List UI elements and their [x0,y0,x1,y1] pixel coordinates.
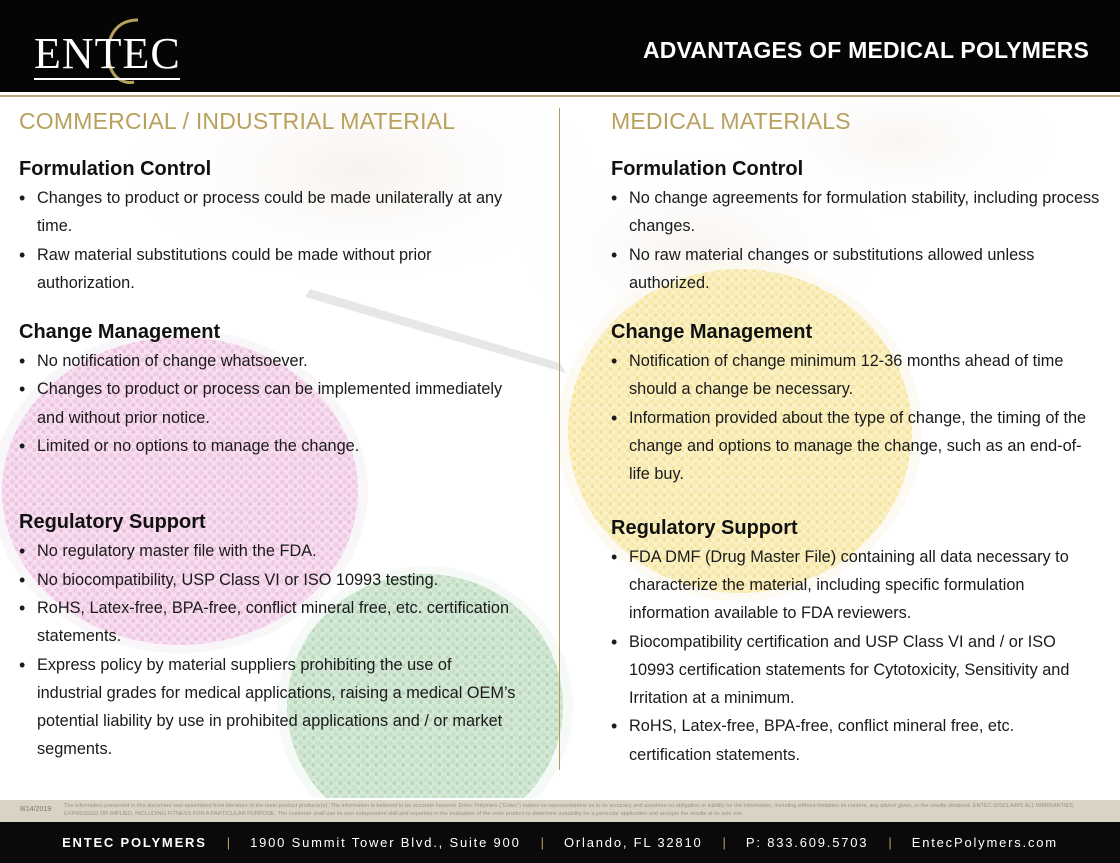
list-item: • Notification of change minimum 12-36 months ahead of time should a change be necessary. [611,347,1101,404]
footer-website-link[interactable]: EntecPolymers.com [911,835,1058,850]
left-regulatory-title: Regulatory Support [19,511,206,534]
footer-address: 1900 Summit Tower Blvd., Suite 900 [250,835,521,850]
footer-company: ENTEC POLYMERS [62,835,207,850]
footer-separator: | [722,835,726,850]
list-item: • No regulatory master file with the FDA. [19,537,519,565]
right-regulatory-title: Regulatory Support [611,516,798,539]
disclaimer-bar [0,800,1120,822]
entec-logo[interactable] [26,14,196,84]
page-footer [0,822,1120,863]
disclaimer-date: 8/14/2019 [20,806,52,813]
column-divider [559,108,560,770]
footer-separator: | [540,835,544,850]
right-formulation-list [611,184,1101,297]
list-item: • No raw material changes or substitutions allowed unless authorized. [611,241,1101,298]
left-change-title: Change Management [19,321,221,344]
right-change-list [611,347,1101,488]
right-column-heading: MEDICAL MATERIALS [611,108,851,134]
list-item: • FDA DMF (Drug Master File) containing all data necessary to characterize the material, including specific formulation information available to FDA reviewers. [611,543,1101,628]
footer-separator: | [888,835,892,850]
list-item: • Information provided about the type of change, the timing of the change and options to manage the change, such as an end-of-life buy. [611,404,1101,489]
footer-separator: | [226,835,231,850]
right-column [611,106,1101,769]
document-title: ADVANTAGES OF MEDICAL POLYMERS [642,37,1089,63]
left-column [19,106,519,764]
left-regulatory-list [19,537,519,763]
list-item: • No biocompatibility, USP Class VI or ISO 10993 testing. [19,566,519,594]
disclaimer-text: The information presented in this document was assembled from literature of the resin product producer(s). The information is believed to be accurate however Entec Polymers (“Entec”) makes no representations as to its accuracy and assumes no obligation or liability for the information, including without limitation its content, any advice given, or the results obtained. ENTEC DISCLAIMS ALL WARRANTIES, EXPRESSED OR IMPLIED, INCLUDING FITNESS FOR A PARTICULAR PURPOSE. The customer shall use its own independent skill and expertise in the evaluation of the resin product to determine suitability for a particular application and accepts the results at its sole risk. [64,803,1075,817]
list-item: • RoHS, Latex-free, BPA-free, conflict mineral free, etc. certification statements. [611,712,1101,769]
list-item: • Limited or no options to manage the change. [19,432,519,460]
right-regulatory-list [611,543,1101,769]
list-item: • Raw material substitutions could be made without prior authorization. [19,241,519,298]
list-item: • Express policy by material suppliers prohibiting the use of industrial grades for medical applications, raising a medical OEM’s potential liability by use in prohibited applications and / or market segments. [19,651,519,764]
footer-phone[interactable]: P: 833.609.5703 [745,835,869,850]
list-item: • No notification of change whatsoever. [19,347,519,375]
list-item: • Changes to product or process could be made unilaterally at any time. [19,184,519,241]
page-header [0,0,1120,92]
logo-underline [34,78,180,80]
gold-rule [0,92,1120,101]
footer-city: Orlando, FL 32810 [564,835,703,850]
left-formulation-title: Formulation Control [19,158,212,180]
list-item: • Biocompatibility certification and USP Class VI and / or ISO 10993 certification statements for Cytotoxicity, Sensitivity and Irritation at a minimum. [611,628,1101,713]
list-item: • RoHS, Latex-free, BPA-free, conflict mineral free, etc. certification statements. [19,594,519,651]
list-item: • Changes to product or process can be implemented immediately and without prior notice. [19,375,519,432]
right-change-title: Change Management [611,321,813,344]
left-formulation-list [19,184,519,297]
left-change-list [19,347,519,460]
list-item: • No change agreements for formulation stability, including process changes. [611,184,1101,241]
logo-text: ENTEC [34,29,181,78]
right-formulation-title: Formulation Control [611,158,804,180]
left-column-heading: COMMERCIAL / INDUSTRIAL MATERIAL [19,108,456,134]
